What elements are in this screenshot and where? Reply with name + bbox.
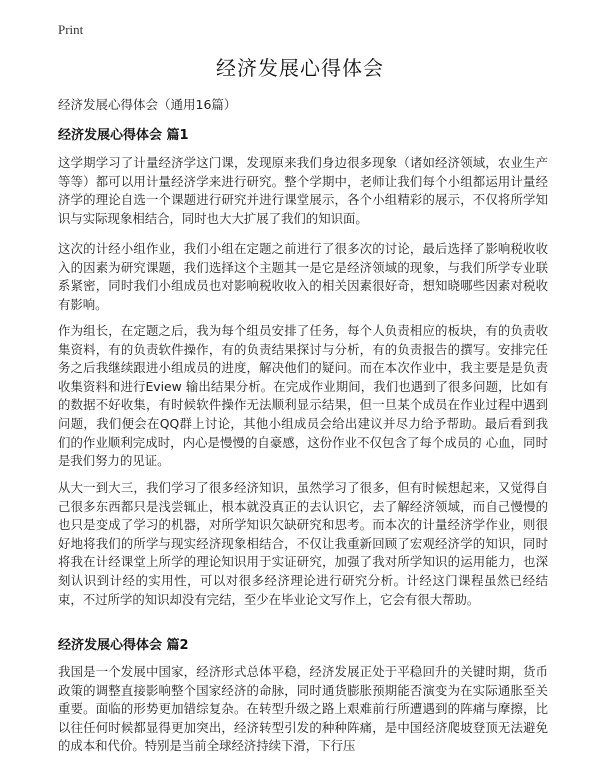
section-heading-1: 经济发展心得体会 篇1 [58, 128, 189, 143]
section-heading-2: 经济发展心得体会 篇2 [58, 638, 189, 653]
paragraph-1-3: 作为组长，在定题之后，我为每个组员安排了任务，每个人负责相应的板块，有的负责收集资料，有的负责软件操作，有的负责结果探讨与分析，有的负责报告的撰写。安排完任务之后我继续跟进小组成员的进度，解决他们的疑问。而在本次作业中，我主要是是负责收集资料和进行Eview 输出结果分析。在完成作业期间，我们也遇到了很多问题，比如有的数据不好收集，有时候软件操作无法顺利显示结果，但一旦某个成员在作业过程中遇到问题，我们便会在QQ群上讨论，其他小组成员会给出建议并尽力给予帮助。最后看到我们的作业顺利完成时，内心是慢慢的自豪感，这份作业不仅包含了每个成员的 心血，同时是我们努力的见证。 [58, 323, 548, 469]
paragraph-1-4: 从大一到大三，我们学习了很多经济知识，虽然学习了很多，但有时候想起来，又觉得自己很多东西都只是浅尝辄止，根本就没真正的去认识它，去了解经济领域，而自己慢慢的也只是变成了学习的机器，对所学知识欠缺研究和思考。而本次的计量经济学作业，则很好地将我们的所学与现实经济现象相结合，不仅让我重新回顾了宏观经济学的知识，同时将我在计经课堂上所学的理论知识用于实证研究，加强了我对所学知识的运用能力，也深刻认识到计经的实用性，可以对很多经济理论进行研究分析。计经这门课程虽然已经结束，不过所学的知识却没有完结，至少在毕业论文写作上，它会有很大帮助。 [58, 480, 548, 607]
page-title: 经济发展心得体会 [216, 56, 384, 80]
print-link[interactable]: Print [58, 22, 84, 37]
paragraph-1-1: 这学期学习了计量经济学这门课，发现原来我们身边很多现象（诸如经济领域，农业生产等等）都可以用计量经济学来进行研究。整个学期中，老师让我们每个小组都运用计量经济学的理论自选一个课题进行研究并进行课堂展示，各个小组精彩的展示，不仅将所学知识与实际现象相结合，同时也大大扩展了我们的知识面。 [58, 155, 548, 226]
paragraph-1-2: 这次的计经小组作业，我们小组在定题之前进行了很多次的讨论，最后选择了影响税收收入的因素为研究课题，我们选择这个主题其一是它是经济领域的现象，与我们所学专业联系紧密，同时我们小组成员也对影响税收收入的相关因素很好奇，想知晓哪些因素对税收有影响。 [58, 241, 548, 312]
paragraph-2-1: 我国是一个发展中国家，经济形式总体平稳，经济发展正处于平稳回升的关键时期，货币政策的调整直接影响整个国家经济的命脉，同时通货膨胀预期能否演变为在实际通胀至关重要。面临的形势更加错综复杂。在转型升级之路上艰难前行所遭遇到的阵痛与摩擦，比以往任何时候都显得更加突出，经济转型引发的种种阵痛，是中国经济爬坡登顶无法避免的成本和代价。特别是当前全球经济持续下滑，下行压 [58, 664, 548, 754]
page-subtitle: 经济发展心得体会（通用16篇） [58, 97, 237, 112]
